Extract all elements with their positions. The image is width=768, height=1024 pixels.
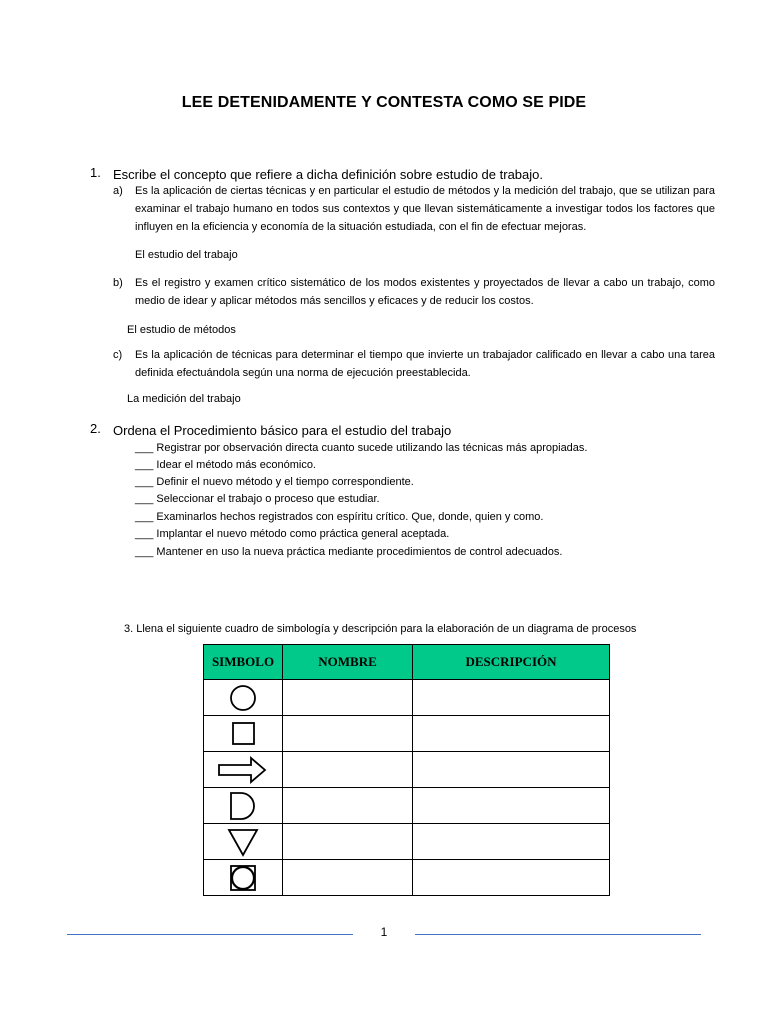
table-row bbox=[204, 824, 610, 860]
circle-in-square-icon bbox=[228, 863, 258, 893]
symbol-cell bbox=[204, 680, 283, 716]
q2-item: ___ Examinarlos hechos registrados con espíritu crítico. Que, donde, quien y como. bbox=[135, 511, 544, 523]
nombre-cell[interactable] bbox=[283, 860, 413, 896]
triangle-down-icon bbox=[227, 827, 259, 857]
q2-prompt: Ordena el Procedimiento básico para el estudio del trabajo bbox=[113, 423, 452, 438]
table-row bbox=[204, 716, 610, 752]
q2-item: ___ Registrar por observación directa cuanto sucede utilizando las técnicas más apropiadas. bbox=[135, 442, 588, 454]
table-row bbox=[204, 752, 610, 788]
symbol-cell bbox=[204, 716, 283, 752]
symbol-cell bbox=[204, 824, 283, 860]
nombre-cell[interactable] bbox=[283, 752, 413, 788]
q1-prompt: Escribe el concepto que refiere a dicha definición sobre estudio de trabajo. bbox=[113, 167, 543, 182]
q1-number: 1. bbox=[90, 165, 101, 180]
descripcion-cell[interactable] bbox=[413, 860, 610, 896]
q1b-text: Es el registro y examen crítico sistemático de los modos existentes y proyectados de llevar a cabo un trabajo, como medio de idear y aplicar métodos más sencillos y eficaces y de reducir los costos. bbox=[135, 277, 715, 307]
nombre-cell[interactable] bbox=[283, 824, 413, 860]
descripcion-cell[interactable] bbox=[413, 716, 610, 752]
circle-icon bbox=[228, 683, 258, 713]
table-row bbox=[204, 788, 610, 824]
table-row bbox=[204, 860, 610, 896]
q2-item: ___ Implantar el nuevo método como práctica general aceptada. bbox=[135, 528, 450, 540]
q1a-letter: a) bbox=[113, 185, 123, 197]
q1b-answer: El estudio de métodos bbox=[127, 324, 236, 336]
symbol-cell bbox=[204, 752, 283, 788]
q1a-answer: El estudio del trabajo bbox=[135, 249, 238, 261]
header-nombre: NOMBRE bbox=[283, 645, 413, 680]
page-number: 1 bbox=[380, 925, 388, 939]
q1c-letter: c) bbox=[113, 349, 123, 361]
nombre-cell[interactable] bbox=[283, 680, 413, 716]
header-descripcion: DESCRIPCIÓN bbox=[413, 645, 610, 680]
nombre-cell[interactable] bbox=[283, 716, 413, 752]
q2-item: ___ Mantener en uso la nueva práctica mediante procedimientos de control adecuados. bbox=[135, 546, 563, 558]
descripcion-cell[interactable] bbox=[413, 752, 610, 788]
table-header-row bbox=[204, 645, 610, 680]
arrow-right-icon bbox=[217, 755, 269, 785]
q1c-text: Es la aplicación de técnicas para determinar el tiempo que invierte un trabajador calificado en llevar a cabo una tarea definida efectuándola según una norma de ejecución preestablecida. bbox=[135, 349, 715, 379]
q2-item: ___ Seleccionar el trabajo o proceso que estudiar. bbox=[135, 493, 380, 505]
nombre-cell[interactable] bbox=[283, 788, 413, 824]
table-row bbox=[204, 680, 610, 716]
d-shape-icon bbox=[227, 790, 259, 822]
q3-prompt: 3. Llena el siguiente cuadro de simbología y descripción para la elaboración de un diagrama de procesos bbox=[124, 623, 637, 635]
q2-item: ___ Idear el método más económico. bbox=[135, 459, 316, 471]
q1b-letter: b) bbox=[113, 277, 123, 289]
square-icon bbox=[228, 719, 258, 749]
descripcion-cell[interactable] bbox=[413, 824, 610, 860]
q1c-answer: La medición del trabajo bbox=[127, 393, 241, 405]
q2-item: ___ Definir el nuevo método y el tiempo correspondiente. bbox=[135, 476, 414, 488]
q2-number: 2. bbox=[90, 421, 101, 436]
page-title: LEE DETENIDAMENTE Y CONTESTA COMO SE PIDE bbox=[181, 94, 587, 111]
descripcion-cell[interactable] bbox=[413, 788, 610, 824]
q1a-text: Es la aplicación de ciertas técnicas y en particular el estudio de métodos y la medición del trabajo, que se utilizan para examinar el trabajo humano en todos sus contextos y que llevan sistemáticamente a investigar todos los factores que influyen en la eficiencia y economía de la situación estudiada, con el fin de efectuar mejoras. bbox=[135, 185, 715, 233]
symbol-cell bbox=[204, 788, 283, 824]
descripcion-cell[interactable] bbox=[413, 680, 610, 716]
symbol-cell bbox=[204, 860, 283, 896]
header-simbolo: SIMBOLO bbox=[204, 645, 283, 680]
symbol-table bbox=[203, 644, 610, 896]
